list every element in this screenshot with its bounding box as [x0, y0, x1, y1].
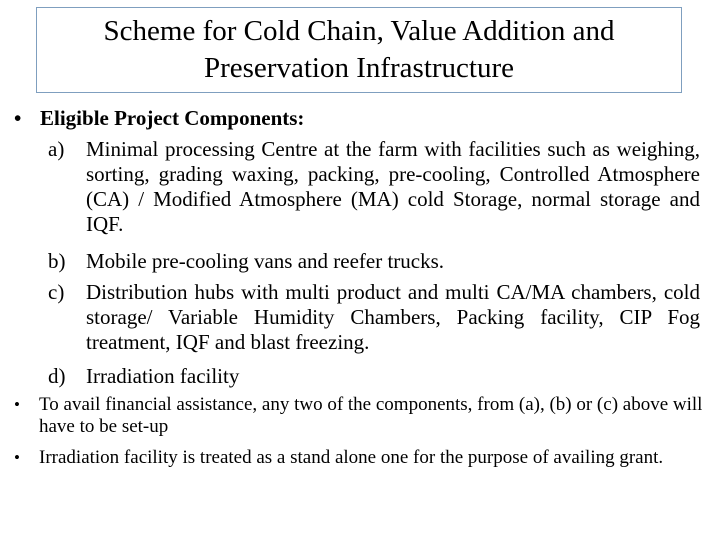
component-text: Distribution hubs with multi product and multi CA/MA chambers, cold storage/ Variable Humidity Chambers, Packing facility, CIP Fog treatment, IQF and blast freezing.: [86, 280, 700, 354]
note-text: To avail financial assistance, any two of the components, from (a), (b) or (c) above will have to be set-up: [39, 394, 703, 437]
component-item-d: [48, 364, 700, 389]
bullet-icon: •: [14, 448, 20, 467]
component-item-c: [48, 280, 700, 355]
component-letter: b): [48, 249, 66, 273]
component-letter: a): [48, 137, 65, 161]
component-text: Irradiation facility: [86, 364, 240, 388]
slide-title-line1: Scheme for Cold Chain, Value Addition and: [103, 15, 615, 47]
slide-title-line2: Preservation Infrastructure: [203, 52, 514, 84]
component-letter: c): [48, 280, 65, 304]
component-item-a: [48, 137, 700, 237]
bullet-icon: •: [14, 106, 22, 130]
component-text: Minimal processing Centre at the farm with facilities such as weighing, sorting, grading waxing, packing, pre-cooling, Controlled Atmosphere (CA) / Modified Atmosphere (MA) cold Storage, normal storage and IQF.: [86, 137, 700, 236]
bullet-icon: •: [14, 395, 20, 414]
component-letter: d): [48, 364, 66, 388]
note-item-irradiation: [14, 447, 704, 491]
slide-title-box: [36, 7, 682, 93]
note-text: Irradiation facility is treated as a stand alone one for the purpose of availing grant.: [39, 447, 664, 468]
component-item-b: [48, 249, 700, 274]
note-item-assistance: [14, 394, 704, 438]
component-text: Mobile pre-cooling vans and reefer trucks.: [86, 249, 445, 273]
eligible-components-heading: Eligible Project Components:: [40, 106, 305, 130]
